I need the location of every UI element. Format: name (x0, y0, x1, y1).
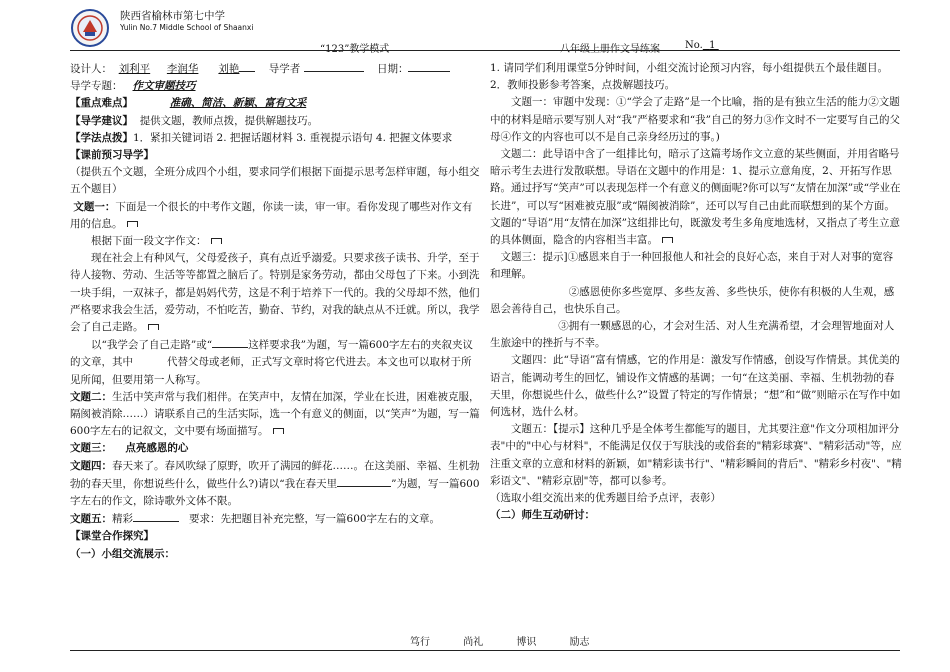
topic-three: 文题三： 点亮感恩的心 (70, 442, 189, 455)
step-two: 2．教师投影参考答案，点拨解题技巧。 (490, 79, 676, 92)
answer-three-c: ③拥有一颗感恩的心，才会对生活、对人生充满希望，才会理智地面对人生旅途中的挫折与不幸。 (490, 320, 895, 350)
motto-2: 尚礼 (463, 637, 484, 648)
guide-suggest: 【导学建议】 提供文题，教师点拨，提供解题技巧。 (70, 114, 319, 127)
school-name-cn: 陕西省榆林市第七中学 (120, 10, 225, 22)
motto-4: 励志 (569, 637, 590, 648)
step-one: 1. 请同学们利用课堂5分钟时间，小组交流讨论预习内容，每小组提供五个最佳题目。 (490, 62, 889, 74)
page-number: No. 1 (685, 40, 716, 51)
answer-one: 文题一：审题中发现：①“学会了走路”是一个比喻，指的是有独立生活的能力②文题中的材料是暗示要写别人对“我”严格要求和“我”自己的努力③作文时不一定要写自己的父母④作文的内容也可以不是自己亲身经历过的事。) (490, 96, 900, 143)
interaction-heading: （二）师生互动研讨： (490, 509, 595, 522)
topic-five: 文题五：精彩 要求：先把题目补充完整，写一篇600字左右的文章。 (70, 510, 480, 528)
grade-title: 八年级上册作文导练案 (560, 44, 660, 55)
footer-divider (70, 650, 900, 651)
school-name-en: Yulin No.7 Middle School of Shaanxi (120, 23, 254, 32)
topic-one-task: 以“我学会了自己走路”或“ 这样要求我”为题，写一篇600字左右的夹叙夹议的文章，其中 代替父母或老师，正式写文章时将它代进去。本文也可以取材于所见所闻，但要用第一人称写。 (70, 336, 480, 389)
header-divider (70, 50, 900, 51)
right-column (490, 60, 902, 524)
method-tips: 【学法点拨】1．紧扣关键词语 2. 把握话题材料 3. 重视提示语句 4. 把握文体要求 (70, 131, 453, 144)
cooperation-heading: 【课堂合作探究】 (70, 530, 154, 543)
footer-motto (410, 633, 618, 648)
school-logo-icon (70, 8, 110, 48)
left-column (70, 60, 480, 563)
topic-two: 文题二：生活中笑声常与我们相伴。在笑声中，友情在加深，学业在长进，困难被克服，隔阂被消除……）请联系自己的生活实际，选一个有意义的侧面，以“笑声”为题，写一篇600字左右的记叙文，文中要有场面描写。 (70, 390, 480, 438)
answer-two: 文题二：此导语中含了一组排比句，暗示了这篇考场作文立意的某些侧面，并用省略号暗示考生去进行发散联想。导语在文题中的作用是：1、提示立意角度，2、开拓写作思路。通过抒写“笑声”可以表现怎样一个有意义的侧面呢?你可以写“友情在加深”或“学业在长进”，可以写“困难被克服”或“隔阂被消除”，还可以写自己由此而联想到的某个方面。文题的“导语”用“友情在加深”这组排比句，既激发考生多角度地选材，又指点了考生立意的具体侧面，隐含的内容相当丰富。 (490, 148, 901, 247)
topic-line: 导学专题： 作文审题技巧 (70, 80, 196, 93)
page-header (70, 6, 900, 56)
answer-three-a: 文题三：提示]①感恩来自于一种回报他人和社会的良好心态，来自于对人对事的宽容和理解。 (490, 251, 894, 281)
motto-1: 笃行 (410, 637, 430, 648)
topic-one-read: 根据下面一段文字作文： (70, 233, 480, 250)
teaching-mode: “123”教学模式 (320, 44, 390, 55)
key-points: 【重点难点】 准确、简洁、新颖、富有文采 (70, 97, 307, 110)
preview-intro: （提供五个文题，全班分成四个小组，要求同学们根据下面提示思考怎样审题，每小组交五个题目） (70, 166, 480, 196)
designer-line: 设计人： 刘利平 李润华 刘艳 导学者 日期： (70, 60, 480, 78)
preview-heading: 【课前预习导学】 (70, 149, 154, 162)
selection-note: （选取小组交流出来的优秀题目给予点评，表彰） (490, 492, 721, 505)
motto-3: 博识 (516, 637, 537, 648)
answer-three-b: ②感恩使你多些宽厚、多些友善、多些快乐，使你有积极的人生观，感恩会善待自己，也快乐自己。 (490, 285, 895, 315)
group-exchange-heading: （一）小组交流展示： (70, 547, 175, 560)
topic-one-passage: 现在社会上有种风气，父母爱孩子，真有点近乎溺爱。只要求孩子读书、升学，至于待人接物、劳动、生活等等都置之脑后了。特别是家务劳动，都由父母包了下来。小到洗一块手绢，一双袜子，都是妈妈代劳，这是不利于培养下一代的。我的父母却不然，他们严格要求我会生活，爱劳动，不怕吃苦，勤奋、节约，对我的缺点从不迁就。所以，我学会了自己走路。 (70, 252, 480, 334)
topic-one: 文题一：下面是一个很长的中考作文题，你读一读，审一审。看你发现了哪些对作文有用的信息。 (70, 200, 473, 230)
answer-five: 文题五：【提示】这种几乎是全体考生都能写的题目，尤其要注意"作文分项相加评分表"中的"中心与材料"，不能满足仅仅于写肤浅的或俗套的"精彩球赛"、"精彩活动"等，应注重文章的立意和材料的新颖，如"精彩读书行"、"精彩瞬间的背后"、"精彩乡村夜"、"精彩语文"、"精彩京剧"等，都可以参考。 (490, 423, 902, 487)
topic-four: 文题四：春天来了。春风吹绿了原野，吹开了满园的鲜花……。在这美丽、幸福、生机勃勃的春天里，你想说些什么，做些什么?)请以“我在春天里 ”为题，写一篇600字左右的作文，除诗歌外文体不限。 (70, 459, 480, 508)
answer-four: 文题四：此“导语”富有情感，它的作用是：激发写作情感，创设写作情景。其优美的语言，能调动考生的回忆，铺设作文情感的基调；一句“在这美丽、幸福、生机勃勃的春天里，你想说些什么，做些什么?”设置了特定的写作情景；“想”和“做”则暗示在写作中如何选材，选什么材。 (490, 354, 901, 419)
